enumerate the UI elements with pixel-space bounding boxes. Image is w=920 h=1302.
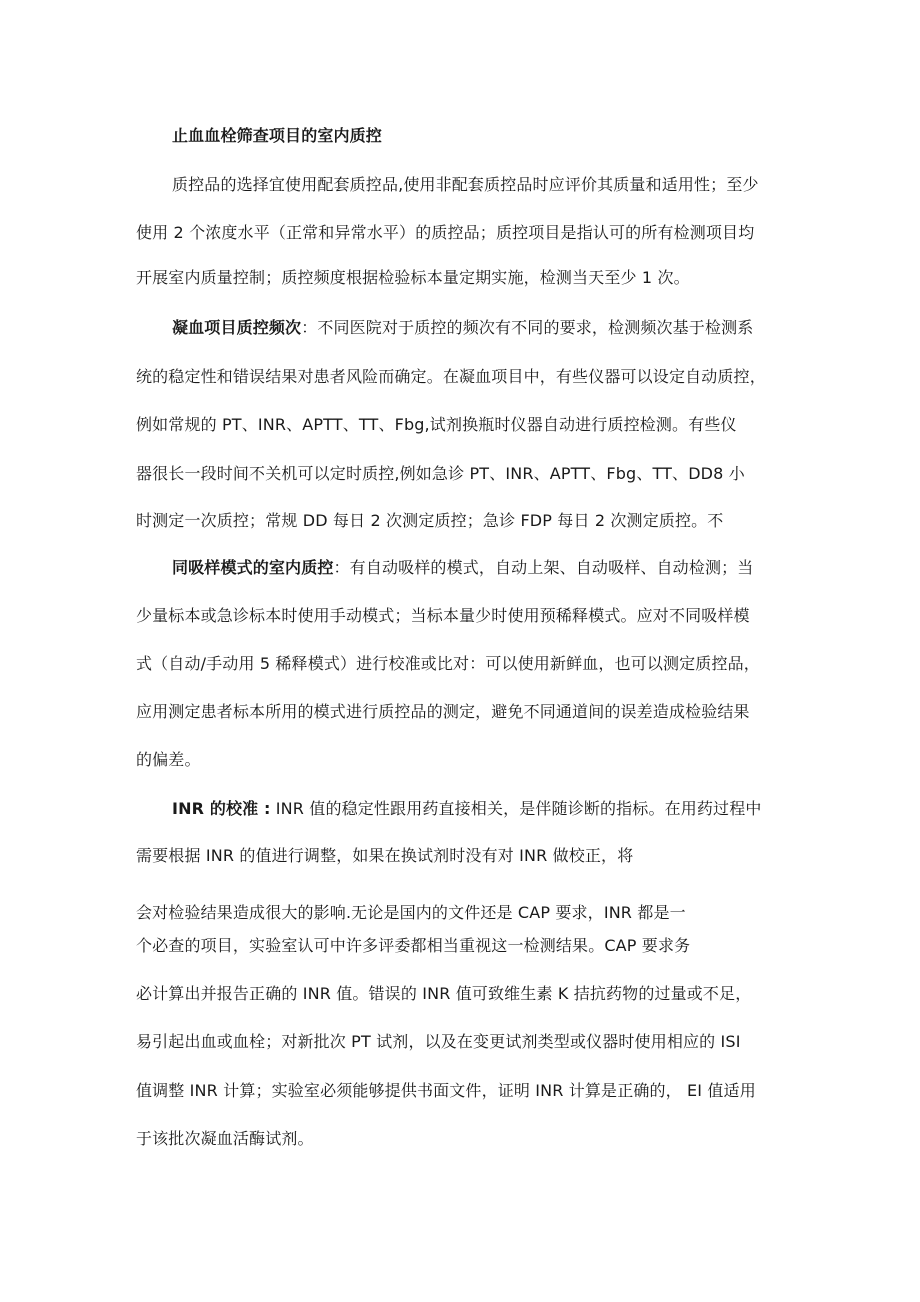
paragraph-2-heading: 凝血项目质控频次 bbox=[172, 318, 302, 337]
paragraph-3-line-3: 式（自动/手动用 5 稀释模式）进行校准或比对：可以使用新鲜血，也可以测定质控品， bbox=[136, 654, 760, 673]
paragraph-2-line-1 bbox=[172, 318, 753, 338]
paragraph-4-line-7: 值调整 INR 计算；实验室必须能够提供书面文件，证明 INR 计算是正确的， EI 值适用 bbox=[136, 1081, 756, 1100]
paragraph-1-line-3: 开展室内质量控制；质控频度根据检验标本量定期实施，检测当天至少 1 次。 bbox=[136, 268, 690, 287]
paragraph-2-text: ：不同医院对于质控的频次有不同的要求，检测频次基于检测系 bbox=[301, 318, 754, 337]
paragraph-1-line-2: 使用 2 个浓度水平（正常和异常水平）的质控品；质控项目是指认可的所有检测项目均 bbox=[136, 223, 755, 242]
paragraph-1-line-1: 质控品的选择宜使用配套质控品,使用非配套质控品时应评价其质量和适用性；至少 bbox=[172, 175, 759, 194]
paragraph-4-line-2: 需要根据 INR 的值进行调整，如果在换试剂时没有对 INR 做校正，将 bbox=[136, 846, 634, 865]
paragraph-4-line-4: 个必查的项目，实验室认可中许多评委都相当重视这一检测结果。CAP 要求务 bbox=[136, 936, 691, 955]
paragraph-2-line-4: 器很长一段时间不关机可以定时质控,例如急诊 PT、INR、APTT、Fbg、TT、DD8 小 bbox=[136, 464, 745, 483]
paragraph-4-line-8: 于该批次凝血活酶试剂。 bbox=[136, 1129, 314, 1148]
paragraph-4-line-6: 易引起出血或血栓；对新批次 PT 试剂，以及在变更试剂类型或仪器时使用相应的 ISI bbox=[136, 1032, 741, 1051]
paragraph-3-line-2: 少量标本或急诊标本时使用手动模式；当标本量少时使用预稀释模式。应对不同吸样模 bbox=[136, 606, 750, 625]
paragraph-3-line-5: 的偏差。 bbox=[136, 750, 201, 769]
paragraph-4-line-5: 必计算出并报告正确的 INR 值。错误的 INR 值可致维生素 K 拮抗药物的过量或不足， bbox=[136, 984, 752, 1003]
paragraph-3-line-1 bbox=[172, 558, 753, 578]
paragraph-2-line-2: 统的稳定性和错误结果对患者风险而确定。在凝血项目中，有些仪器可以设定自动质控， bbox=[136, 367, 766, 386]
paragraph-4-heading: INR 的校准 : bbox=[172, 799, 271, 818]
paragraph-4-line-3: 会对检验结果造成很大的影响.无论是国内的文件还是 CAP 要求，INR 都是一 bbox=[136, 903, 686, 922]
paragraph-2-line-3: 例如常规的 PT、INR、APTT、TT、Fbg,试剂换瓶时仪器自动进行质控检测。有些仪 bbox=[136, 415, 737, 434]
paragraph-4-line-1 bbox=[172, 799, 762, 819]
paragraph-4-text: INR 值的稳定性跟用药直接相关，是伴随诊断的指标。在用药过程中 bbox=[270, 799, 762, 818]
paragraph-3-line-4: 应用测定患者标本所用的模式进行质控品的测定，避免不同通道间的误差造成检验结果 bbox=[136, 702, 750, 721]
paragraph-2-line-5: 时测定一次质控；常规 DD 每日 2 次测定质控；急诊 FDP 每日 2 次测定质控。不 bbox=[136, 511, 724, 530]
paragraph-3-text: ：有自动吸样的模式，自动上架、自动吸样、自动检测；当 bbox=[333, 558, 754, 577]
paragraph-3-heading: 同吸样模式的室内质控 bbox=[172, 558, 334, 577]
section-title: 止血血栓筛查项目的室内质控 bbox=[172, 126, 382, 145]
